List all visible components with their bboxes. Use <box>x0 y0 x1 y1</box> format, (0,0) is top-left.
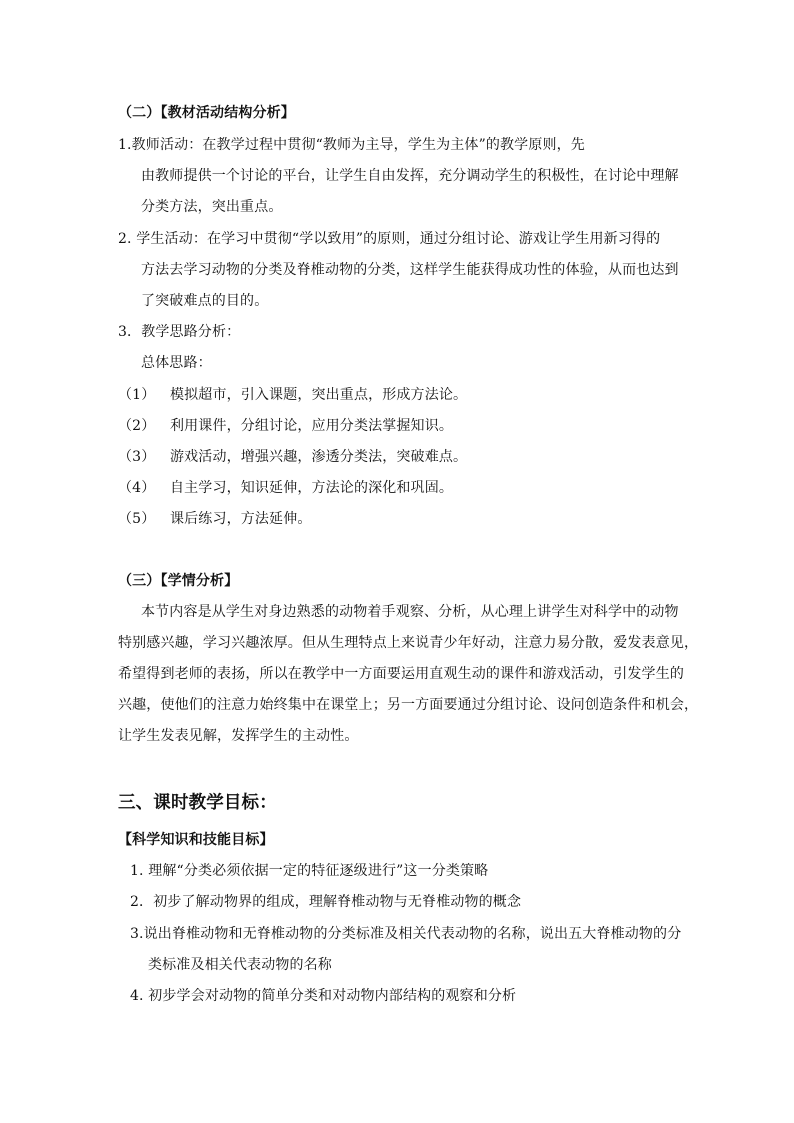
overall-approach-label: 总体思路： <box>141 355 212 371</box>
section-heading-learner-analysis: （三）【学情分析】 <box>118 573 239 589</box>
approach-step <box>118 478 453 498</box>
goal-item-3-line-1: 3.说出脊椎动物和无脊椎动物的分类标准及相关代表动物的名称，说出五大脊椎动物的分 <box>130 926 682 942</box>
step-number: （3） <box>118 449 156 465</box>
step-text: 利用课件，分组讨论，应用分类法掌握知识。 <box>170 418 453 434</box>
learner-analysis-line-4: 兴趣，使他们的注意力始终集中在课堂上；另一方面要通过分组讨论、设问创造条件和机会， <box>118 697 699 713</box>
goal-item-1: 1. 理解“分类必须依据一定的特征逐级进行”这一分类策略 <box>130 863 489 879</box>
approach-step <box>118 416 453 436</box>
step-text: 自主学习，知识延伸，方法论的深化和巩固。 <box>170 480 453 496</box>
step-number: （5） <box>118 511 156 527</box>
learner-analysis-line-3: 希望得到老师的表扬，所以在教学中一方面要运用直观生动的课件和游戏活动，引发学生的 <box>118 666 684 682</box>
step-text: 课后练习，方法延伸。 <box>170 511 312 527</box>
teaching-approach-title: 3．教学思路分析： <box>118 324 241 340</box>
student-activity-line-2: 方法去学习动物的分类及脊椎动物的分类，这样学生能获得成功性的体验，从而也达到 <box>141 262 679 278</box>
goal-item-2: 2．初步了解动物界的组成，理解脊椎动物与无脊椎动物的概念 <box>130 894 522 910</box>
step-number: （2） <box>118 418 156 434</box>
step-number: （1） <box>118 387 156 403</box>
knowledge-skill-goals-heading: 【科学知识和技能目标】 <box>118 832 274 848</box>
teacher-activity-line-1: 1.教师活动：在教学过程中贯彻“教师为主导，学生为主体”的教学原则，先 <box>118 137 585 153</box>
teacher-activity-line-2: 由教师提供一个讨论的平台，让学生自由发挥，充分调动学生的积极性，在讨论中理解 <box>141 168 679 184</box>
student-activity-line-3: 了突破难点的目的。 <box>141 293 269 309</box>
learner-analysis-line-2: 特别感兴趣，学习兴趣浓厚。但从生理特点上来说青少年好动，注意力易分散，爱发表意见， <box>118 635 699 651</box>
goal-item-3-line-2: 类标准及相关代表动物的名称 <box>148 957 332 973</box>
learner-analysis-line-5: 让学生发表见解，发挥学生的主动性。 <box>118 728 359 744</box>
learner-analysis-line-1: 本节内容是从学生对身边熟悉的动物着手观察、分析，从心理上讲学生对科学中的动物 <box>141 604 679 620</box>
teacher-activity-line-3: 分类方法，突出重点。 <box>141 199 283 215</box>
lesson-goals-heading: 三、课时教学目标： <box>118 793 277 813</box>
goal-item-4: 4. 初步学会对动物的简单分类和对动物内部结构的观察和分析 <box>130 988 517 1004</box>
step-number: （4） <box>118 480 156 496</box>
student-activity-line-1: 2. 学生活动：在学习中贯彻“学以致用”的原则，通过分组讨论、游戏让学生用新习得的 <box>118 231 661 247</box>
approach-step <box>118 385 467 405</box>
approach-step <box>118 447 467 467</box>
step-text: 模拟超市，引入课题，突出重点，形成方法论。 <box>170 387 468 403</box>
section-heading-material-analysis: （二）【教材活动结构分析】 <box>118 105 295 121</box>
step-text: 游戏活动，增强兴趣，渗透分类法，突破难点。 <box>170 449 468 465</box>
approach-step <box>118 509 312 529</box>
